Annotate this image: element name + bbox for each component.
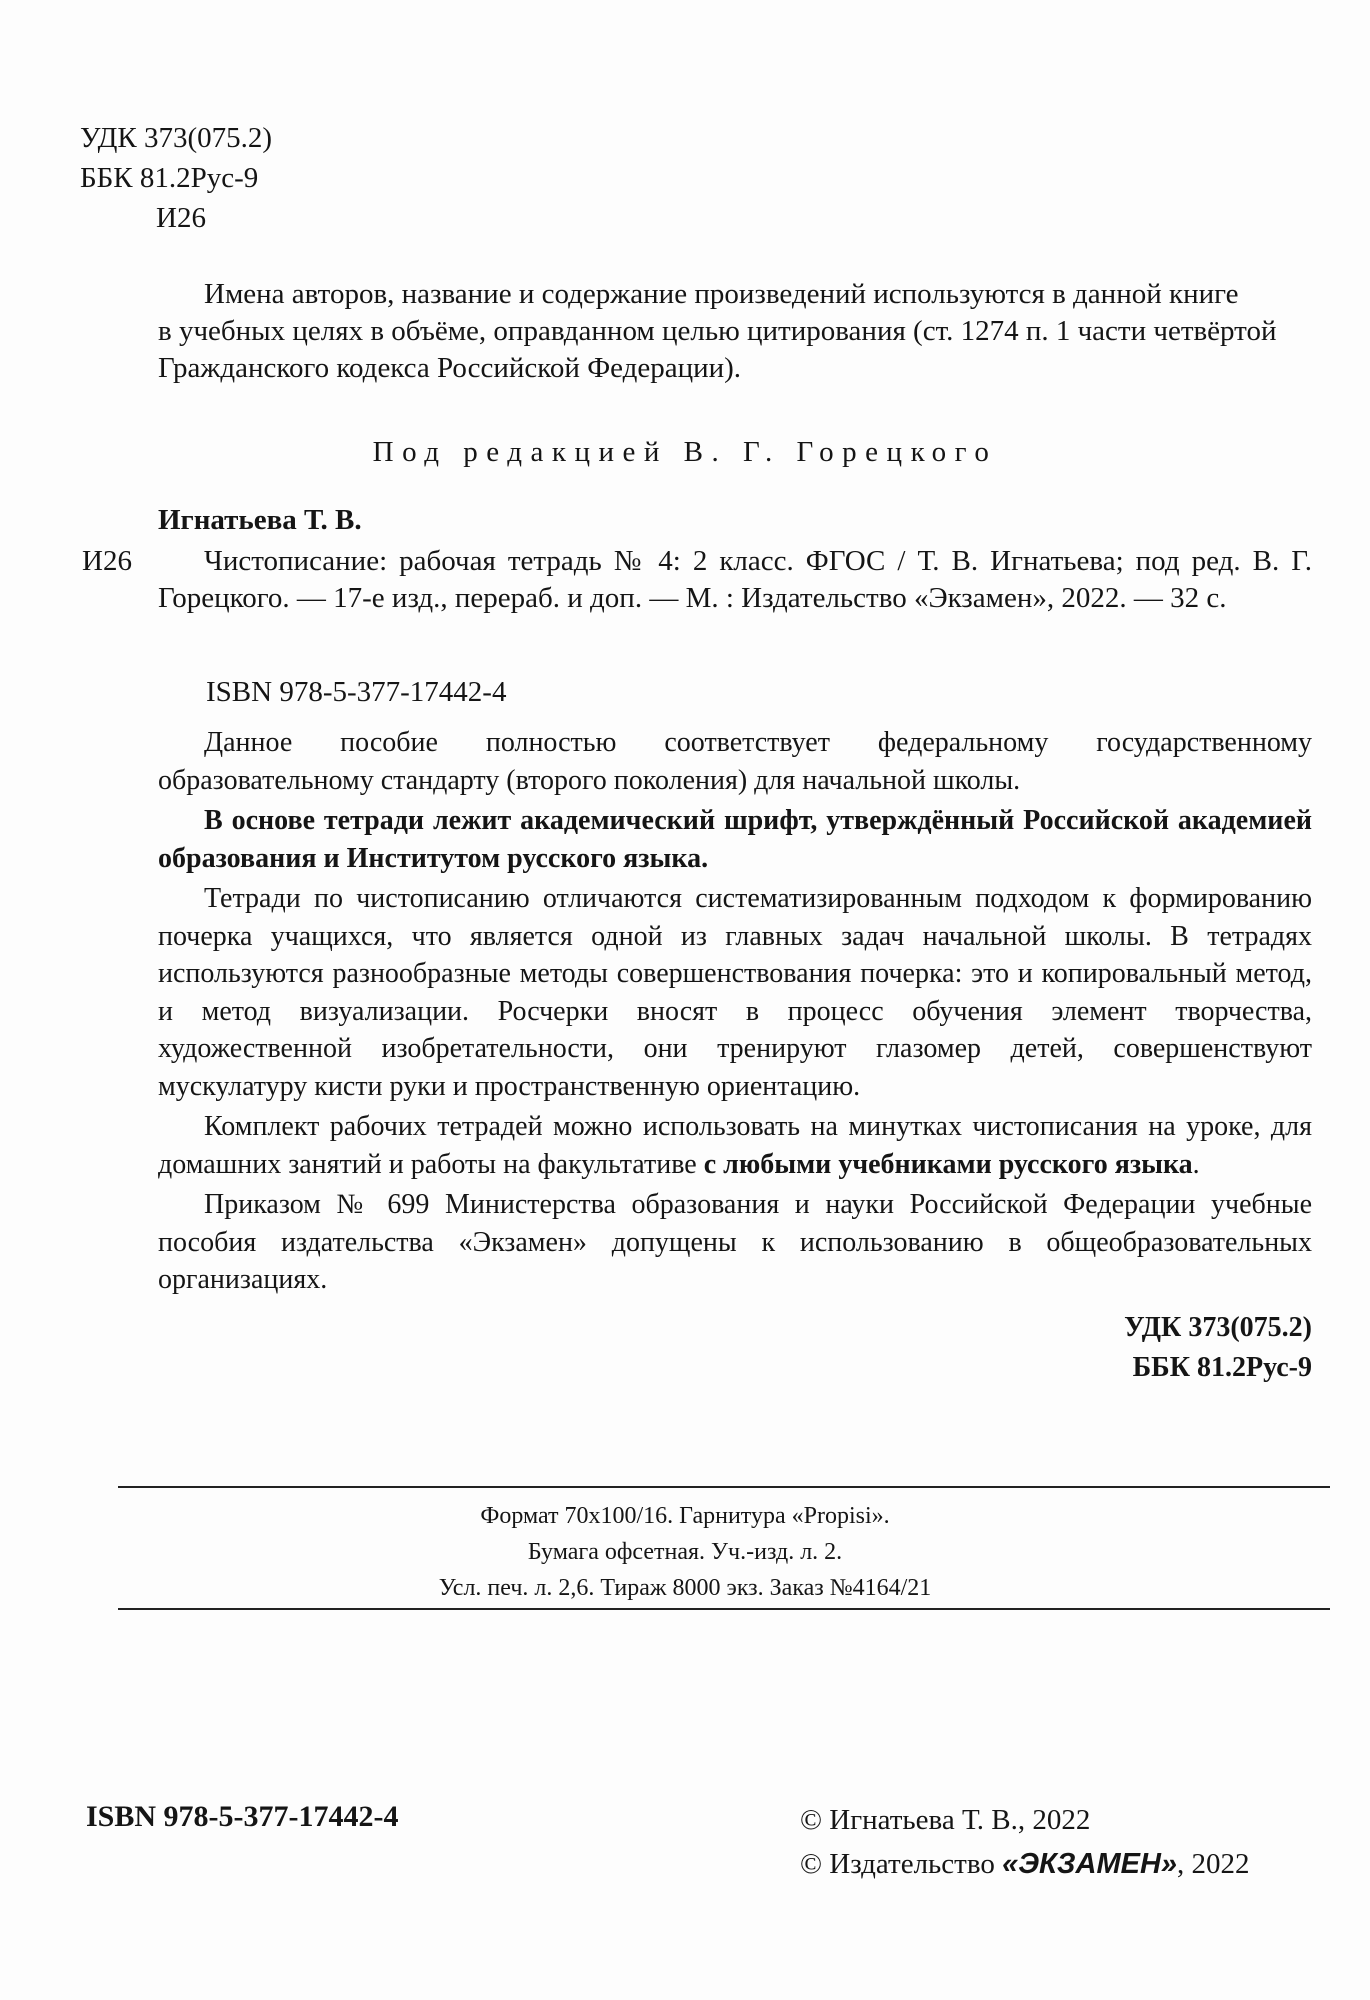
annotation-paragraph — [158, 1108, 1312, 1183]
annotation-text: Комплект рабочих тетрадей можно использовать на минутках чистописания на уроке, для домашних занятий и работы на факультативе — [158, 1111, 1312, 1180]
notice-line: Имена авторов, название и содержание произведений используются в данной книге — [204, 278, 1239, 310]
publisher-brand: «ЭКЗАМЕН» — [1002, 1848, 1178, 1880]
copyright-author: © Игнатьева Т. В., 2022 — [800, 1804, 1091, 1836]
bbk-code: ББК 81.2Рус-9 — [80, 162, 259, 194]
annotation-bold-text: с любыми учебниками русского языка — [703, 1148, 1193, 1180]
footer-classification-codes — [1124, 1308, 1312, 1388]
copyright-publisher — [800, 1842, 1250, 1886]
author-name: Игнатьева Т. В. — [158, 504, 362, 536]
bibliographic-code: И26 — [82, 545, 132, 577]
isbn-record: ISBN 978-5-377-17442-4 — [206, 676, 507, 708]
annotation-text: . — [1192, 1148, 1200, 1180]
editor-line: Под редакцией В. Г. Горецкого — [372, 436, 998, 468]
copyright-publisher-suffix: , 2022 — [1177, 1848, 1250, 1880]
udk-code: УДК 373(075.2) — [80, 122, 273, 154]
copyright-block — [800, 1798, 1250, 1886]
print-details-line: Формат 70х100/16. Гарнитура «Propisi». — [480, 1503, 890, 1529]
annotation-paragraph-bold: В основе тетради лежит академический шрифт, утверждённый Российской академией образования и Институтом русского языка. — [158, 805, 1312, 874]
author-sign-code: И26 — [156, 202, 206, 234]
print-details-line: Бумага офсетная. Уч.-изд. л. 2. — [527, 1539, 843, 1565]
isbn-bottom: ISBN 978-5-377-17442-4 — [86, 1800, 399, 1833]
divider — [118, 1486, 1330, 1488]
copyright-notice — [158, 276, 1312, 387]
bibliographic-description-text: Чистописание: рабочая тетрадь № 4: 2 класс. ФГОС / Т. В. Игнатьева; под ред. В. Г. Горецкого. — 17-е изд., перераб. и доп. — М. : Издательство «Экзамен», 2022. — 32 с. — [158, 545, 1312, 614]
header-classification-codes — [80, 118, 272, 238]
print-details — [0, 1498, 1370, 1606]
notice-line: в учебных целях в объёме, оправданном целью цитирования (ст. 1274 п. 1 части четвёртой — [158, 315, 1277, 347]
notice-line: Гражданского кодекса Российской Федерации). — [158, 352, 742, 384]
copyright-publisher-prefix: © Издательство — [800, 1848, 1003, 1880]
annotation — [158, 724, 1312, 1302]
bibliographic-description — [158, 543, 1312, 617]
print-details-line: Усл. печ. л. 2,6. Тираж 8000 экз. Заказ №4164/21 — [438, 1575, 932, 1601]
annotation-paragraph: Данное пособие полностью соответствует федеральному государственному образовательному стандарту (второго поколения) для начальной школы. — [158, 727, 1312, 796]
udk-code: УДК 373(075.2) — [1124, 1312, 1312, 1343]
divider — [118, 1608, 1330, 1610]
bbk-code: ББК 81.2Рус-9 — [1132, 1352, 1312, 1383]
annotation-paragraph: Приказом № 699 Министерства образования и науки Российской Федерации учебные пособия издательства «Экзамен» допущены к использованию в общеобразовательных организациях. — [158, 1189, 1312, 1295]
annotation-paragraph: Тетради по чистописанию отличаются систематизированным подходом к формированию почерка учащихся, что является одной из главных задач начальной школы. В тетрадях используются разнообразные методы совершенствования почерка: это и копировальный метод, и метод визуализации. Росчерки вносят в процесс обучения элемент творчества, художественной изобретательности, они тренируют глазомер детей, совершенствуют мускулатуру кисти руки и пространственную ориентацию. — [158, 883, 1312, 1102]
